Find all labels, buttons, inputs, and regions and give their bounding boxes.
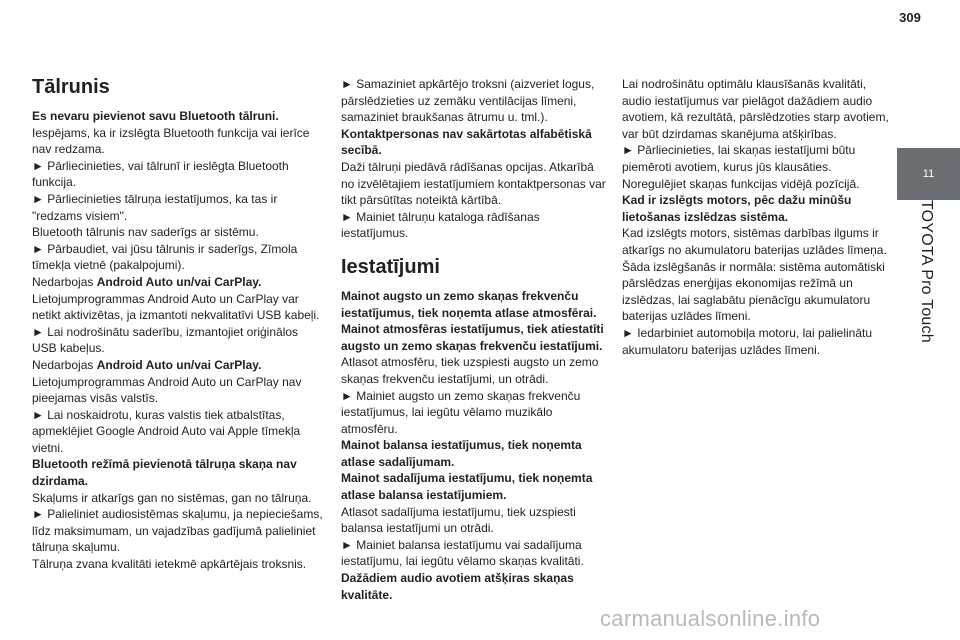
paragraph: Skaļums ir atkarīgs gan no sistēmas, gan no tālruņa.: [32, 490, 312, 505]
talrunis-body: [32, 108, 324, 573]
paragraph: [32, 357, 324, 374]
paragraph: Tālruņa zvana kvalitāti ietekmē apkārtējais troksnis.: [32, 557, 307, 572]
paragraph-bold-text: Android Auto un/vai CarPlay.: [96, 357, 262, 372]
watermark: carmanualsonline.info: [600, 606, 821, 631]
paragraph: ► Pārliecinieties, vai tālrunī ir ieslēgta Bluetooth funkcija.: [32, 158, 289, 190]
paragraph: Mainot atmosfēras iestatījumus, tiek atiestatīti augsto un zemo skaņas frekvenču iestatījumi.: [341, 322, 604, 353]
paragraph: Mainot augsto un zemo skaņas frekvenču iestatījumus, tiek noņemta atlase atmosfērai.: [341, 288, 597, 320]
section-heading-talrunis: Tālrunis: [32, 76, 110, 98]
paragraph-bold-text: Android Auto un/vai CarPlay.: [96, 274, 262, 289]
paragraph: Dažādiem audio avotiem atšķiras skaņas kvalitāte.: [341, 571, 574, 602]
paragraph: Kad izslēgts motors, sistēmas darbības ilgums ir atkarīgs no akumulatoru baterijas uzlādes līmeņa.: [622, 226, 887, 257]
paragraph: Kad ir izslēgts motors, pēc dažu minūšu lietošanas izslēdzas sistēma.: [622, 193, 852, 224]
column-1: [32, 0, 324, 573]
column-2: [341, 0, 606, 603]
paragraph: Kontaktpersonas nav sakārtotas alfabētiskā secībā.: [341, 126, 592, 158]
section-heading-iestatijumi: Iestatījumi: [341, 255, 440, 278]
col3-body: [622, 76, 892, 358]
paragraph: Lietojumprogrammas Android Auto un CarPlay nav pieejamas visās valstīs.: [32, 374, 302, 406]
paragraph: ► Palieliniet audiosistēmas skaļumu, ja nepieciešams, līdz maksimumam, un vajadzības gadījumā palieliniet tālruņa skaļumu.: [32, 507, 323, 555]
paragraph: Lietojumprogrammas Android Auto un CarPlay var netikt aktivizētas, ja izmantoti nekvalitatīvi USB kabeļi.: [32, 291, 320, 323]
page-number: 309: [899, 10, 921, 25]
col2-top-body: [341, 76, 606, 242]
paragraph: Daži tālruņi piedāvā rādīšanas opcijas. Atkarībā no izvēlētajiem iestatījumiem kontaktpersonas var tikt pārsūtītas noteiktā kārtībā.: [341, 159, 606, 208]
paragraph: Es nevaru pievienot savu Bluetooth tālruni.: [32, 109, 279, 123]
paragraph: ► Lai nodrošinātu saderību, izmantojiet oriģinālos USB kabeļus.: [32, 324, 299, 356]
column-3: [622, 0, 892, 358]
iestatijumi-body: [341, 288, 606, 603]
paragraph: Atlasot atmosfēru, tiek uzspiesti augsto un zemo skaņas frekvenču iestatījumi, un otrādi.: [341, 355, 599, 386]
paragraph: [32, 274, 324, 291]
paragraph: Mainot sadalījuma iestatījumu, tiek noņemta atlase balansa iestatījumiem.: [341, 471, 593, 503]
chapter-number: 11: [922, 168, 935, 180]
chapter-title: TOYOTA Pro Touch: [918, 200, 935, 343]
paragraph: ► Mainiet balansa iestatījumu vai sadalījuma iestatījumu, lai iegūtu vēlamo skaņas kvalitāti.: [341, 537, 584, 569]
paragraph: ► Lai noskaidrotu, kuras valstis tiek atbalstītas, apmeklējiet Google Android Auto vai Apple tīmekļa vietni.: [32, 407, 301, 455]
paragraph-text: Nedarbojas: [32, 274, 97, 289]
chapter-tab: [897, 148, 960, 200]
paragraph: ► Mainiet augsto un zemo skaņas frekvenču iestatījumus, lai iegūtu vēlamo muzikālo atmosfēru.: [341, 388, 581, 436]
paragraph: Mainot balansa iestatījumus, tiek noņemta atlase sadalījumam.: [341, 438, 582, 469]
paragraph: ► Samaziniet apkārtējo troksni (aizveriet logus, pārslēdzieties uz zemāku ventilācijas līmeni, samaziniet braukšanas ātrumu u. tml.).: [341, 77, 595, 125]
paragraph: Iespējams, ka ir izslēgta Bluetooth funkcija vai ierīce nav redzama.: [32, 125, 310, 157]
paragraph: ► Pārliecinieties tālruņa iestatījumos, ka tas ir "redzams visiem".: [32, 191, 278, 223]
paragraph: ► Pārbaudiet, vai jūsu tālrunis ir saderīgs, Zīmola tīmekļa vietnē (pakalpojumi).: [32, 241, 298, 273]
paragraph: Lai nodrošinātu optimālu klausīšanās kvalitāti, audio iestatījumus var pielāgot dažādiem audio avotiem, kā rezultātā, pārslēdzoties starp avotiem, var būt dzirdamas skanējuma atšķirības.: [622, 77, 889, 141]
paragraph: ► Iedarbiniet automobiļa motoru, lai palielinātu akumulatoru baterijas uzlādes līmeni.: [622, 325, 873, 357]
paragraph: ► Mainiet tālruņu kataloga rādīšanas iestatījumus.: [341, 209, 540, 241]
paragraph-text: Nedarbojas: [32, 357, 97, 372]
paragraph: Atlasot sadalījuma iestatījumu, tiek uzspiesti balansa iestatījumi un otrādi.: [341, 504, 576, 536]
paragraph: Šāda izslēgšanās ir normāla: sistēma automātiski pārslēdzas enerģijas ekonomijas režīmā un izslēdzas, lai saglabātu pienācīgu akumulatoru baterijas uzlādes līmeni.: [622, 259, 885, 324]
paragraph: Bluetooth tālrunis nav saderīgs ar sistēmu.: [32, 225, 259, 240]
paragraph: ► Pārliecinieties, lai skaņas iestatījumi būtu piemēroti avotiem, kurus jūs klausāties. Noregulējiet skaņas funkcijas vidējā pozīcijā.: [622, 143, 860, 191]
paragraph: Bluetooth režīmā pievienotā tālruņa skaņa nav dzirdama.: [32, 457, 297, 489]
